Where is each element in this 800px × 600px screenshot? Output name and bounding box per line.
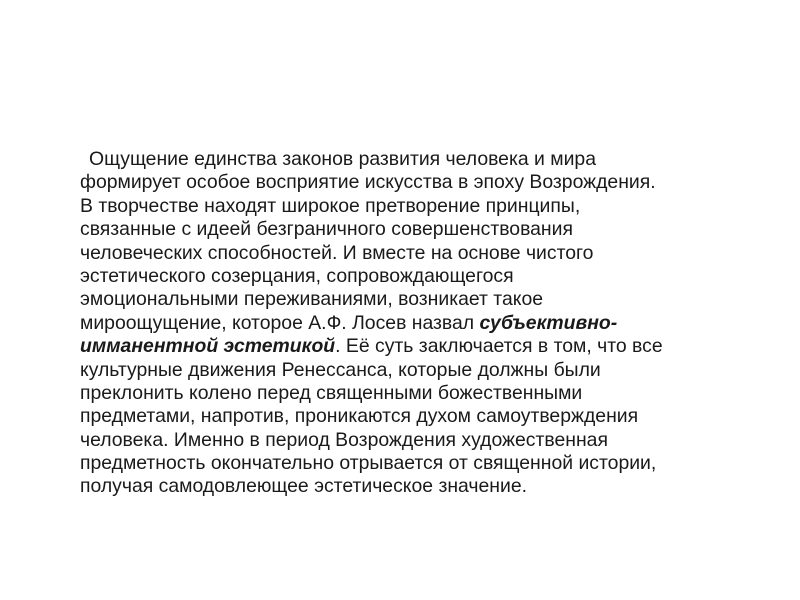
text-line: формирует особое восприятие искусства в эпоху Возрождения. <box>80 171 656 194</box>
emphasized-term-part2: имманентной эстетикой <box>80 335 336 358</box>
text-line: человеческих способностей. И вместе на основе чистого <box>80 241 594 264</box>
text-segment: мироощущение, которое А.Ф. Лосев назвал <box>80 311 480 334</box>
text-line-with-emphasis <box>80 312 740 335</box>
text-line: предметность окончательно отрывается от священной истории, <box>80 452 657 475</box>
text-line-with-emphasis <box>80 335 740 358</box>
text-line: культурные движения Ренессанса, которые должны были <box>80 358 601 381</box>
text-line: Ощущение единства законов развития человека и мира <box>89 148 596 170</box>
emphasized-term-part1: субъективно- <box>479 311 618 334</box>
text-line: предметами, напротив, проникаются духом самоутверждения <box>80 405 639 428</box>
text-line: связанные с идеей безграничного совершенствования <box>80 218 573 241</box>
body-paragraph <box>80 148 740 499</box>
text-line: получая самодовлеющее эстетическое значение. <box>80 475 527 498</box>
text-line: человека. Именно в период Возрождения художественная <box>80 428 608 451</box>
text-line: эстетического созерцания, сопровождающегося <box>80 264 514 287</box>
text-line: эмоциональными переживаниями, возникает такое <box>80 288 544 311</box>
text-line: преклонить колено перед священными божественными <box>80 381 583 404</box>
text-line: В творчестве находят широкое претворение принципы, <box>80 194 581 217</box>
text-segment: . Её суть заключается в том, что все <box>335 335 663 358</box>
